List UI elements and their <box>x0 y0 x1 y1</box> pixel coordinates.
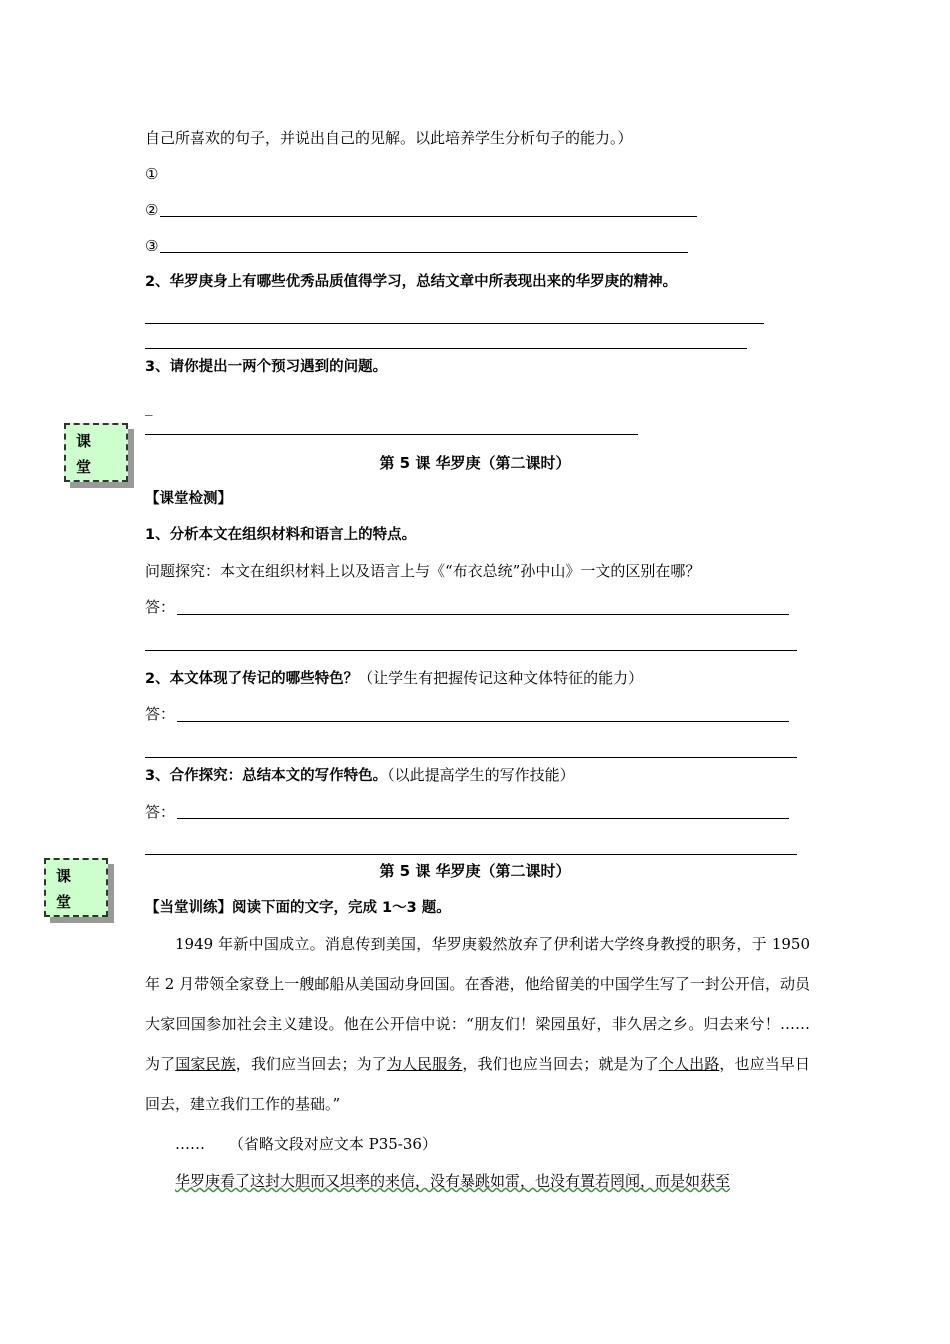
section-title: 第 5 课 华罗庚（第二课时） <box>379 454 571 472</box>
underlined-phrase: 个人出路 <box>658 1055 720 1073</box>
reading-paragraph-2: 华罗庚看了这封大胆而又坦率的来信，没有暴跳如雷，也没有置若罔闻，而是如获至 <box>175 1172 731 1190</box>
underlined-phrase: 为人民服务 <box>386 1055 463 1073</box>
circle-number-1: ① <box>145 165 159 183</box>
answer-label: 答： <box>145 598 176 616</box>
question-2 <box>145 667 643 690</box>
box-char: 课 <box>76 432 92 450</box>
answer-line[interactable] <box>145 434 638 435</box>
answer-line[interactable] <box>160 252 688 253</box>
answer-line[interactable] <box>177 818 789 819</box>
question-note: （以此提高学生的写作技能） <box>387 766 575 784</box>
answer-line[interactable] <box>177 721 789 722</box>
answer-line[interactable] <box>160 216 697 217</box>
answer-label: 答： <box>145 803 176 821</box>
answer-line[interactable] <box>145 323 764 324</box>
answer-line[interactable] <box>177 614 789 615</box>
question-text: 3、合作探究：总结本文的写作特色。 <box>145 768 388 784</box>
box-char: 堂 <box>76 458 92 476</box>
question-note: （让学生有把握传记这种文体特征的能力） <box>358 669 644 687</box>
circle-number-3: ③ <box>145 237 159 255</box>
question-text: 2、本文体现了传记的哪些特色？ <box>145 671 359 687</box>
question-explore: 问题探究：本文在组织材料上以及语言上与《“布衣总统”孙中山》一文的区别在哪？ <box>145 562 701 580</box>
classroom-box <box>64 423 128 482</box>
answer-line[interactable] <box>145 348 747 349</box>
answer-line[interactable] <box>145 650 797 651</box>
omission-line <box>175 1133 437 1155</box>
section-heading: 【课堂检测】 <box>145 491 232 507</box>
classroom-box <box>44 858 108 917</box>
circle-number-2: ② <box>145 201 159 219</box>
answer-line[interactable] <box>145 757 797 758</box>
dash-mark: _ <box>145 398 153 416</box>
question-2: 2、华罗庚身上有哪些优秀品质值得学习，总结文章中所表现出来的华罗庚的精神。 <box>145 274 678 290</box>
question-3 <box>145 764 575 787</box>
section-heading: 【当堂训练】阅读下面的文字，完成 1～3 题。 <box>145 900 451 916</box>
paragraph-text: ，也应当早日回去，建立我们工作的基础。” <box>145 1055 810 1113</box>
question-3: 3、请你提出一两个预习遇到的问题。 <box>145 359 388 375</box>
box-char: 课 <box>56 867 72 885</box>
omission-note: （省略文段对应文本 P35-36） <box>228 1135 437 1153</box>
box-char: 堂 <box>56 893 72 911</box>
answer-line[interactable] <box>145 854 797 855</box>
answer-label: 答： <box>145 705 176 723</box>
section-title: 第 5 课 华罗庚（第二课时） <box>379 862 571 880</box>
question-1: 1、分析本文在组织材料和语言上的特点。 <box>145 527 417 543</box>
paragraph-text: 1949 年新中国成立。消息传到美国，华罗庚毅然放弃了伊利诺大学终身教授的职务，于 1950 年 2 月带领全家登上一艘邮船从美国动身回国。在香港，他给留美的中国学生写了一封公开信，动员大家回国参加社会主义建设。他在公开信中说：“朋友们！梁园虽好，非久居之乡。归去来兮！……为了 <box>145 935 810 1073</box>
paragraph-text: ，我们也应当回去；就是为了 <box>462 1055 659 1073</box>
underlined-phrase: 国家民族 <box>175 1055 236 1073</box>
reading-paragraph <box>145 924 810 1124</box>
ellipsis: …… <box>175 1135 205 1153</box>
text-line: 自己所喜欢的句子，并说出自己的见解。以此培养学生分析句子的能力。） <box>145 129 633 147</box>
paragraph-text: ，我们应当回去；为了 <box>235 1055 387 1073</box>
